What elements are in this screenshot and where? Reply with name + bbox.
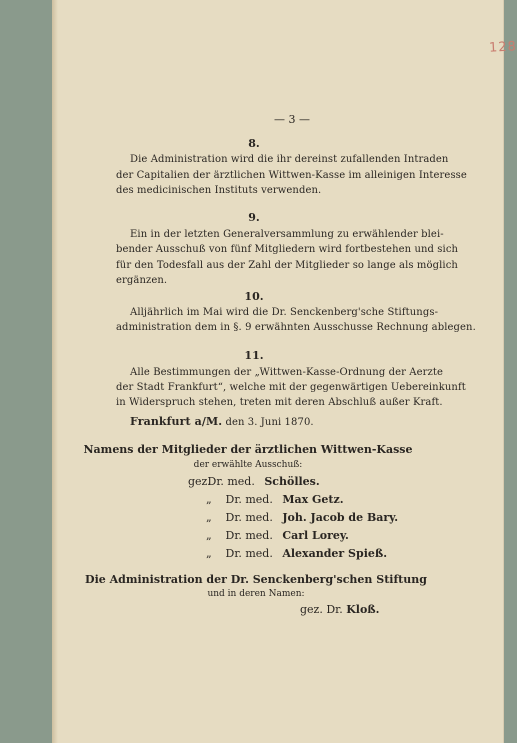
section-line: administration dem in §. 9 erwähnten Ausschusse Rechnung ablegen. [116, 322, 476, 333]
signature-title: Dr. med. [225, 511, 273, 524]
document-page [52, 0, 517, 743]
section-line: bender Ausschuß von fünf Mitgliedern wird fortbestehen und sich [116, 244, 459, 255]
date-place: Frankfurt a/M. [130, 415, 223, 428]
signature-name: Kloß. [346, 603, 380, 616]
signature-prefix: „ [206, 547, 212, 560]
committee-heading: Namens der Mitglieder der ärztlichen Wittwen-Kasse [83, 443, 413, 456]
administration-signature [300, 603, 379, 616]
section-line: ergänzen. [116, 275, 168, 286]
signature-name: Max Getz. [282, 493, 344, 506]
pencil-archive-number: 128 [488, 39, 517, 56]
signature-title: Dr. [326, 603, 343, 616]
section-line: der Capitalien der ärztlichen Wittwen-Kasse im alleinigen Interesse [116, 170, 467, 181]
signature-line [188, 475, 320, 488]
signature-line [206, 529, 349, 542]
section-line: des medicinischen Instituts verwenden. [116, 185, 322, 196]
section-number: 9. [248, 211, 260, 224]
signature-title: Dr. med. [207, 475, 255, 488]
signature-name: Schölles. [264, 475, 320, 488]
signature-name: Joh. Jacob de Bary. [282, 511, 399, 524]
date-line [130, 415, 314, 428]
signature-prefix: „ [206, 529, 212, 542]
signature-prefix: gez. [188, 475, 211, 488]
signature-title: Dr. med. [225, 529, 273, 542]
section-line: der Stadt Frankfurt“, welche mit der gegenwärtigen Uebereinkunft [116, 382, 466, 393]
signature-line [206, 547, 387, 560]
committee-subheading: der erwählte Ausschuß: [193, 460, 303, 470]
section-line: Die Administration wird die ihr dereinst zufallenden Intraden [130, 154, 449, 165]
page-edge-shadow [52, 0, 58, 743]
signature-name: Carl Lorey. [282, 529, 349, 542]
signature-line [206, 511, 398, 524]
signature-prefix: gez. [300, 603, 323, 616]
section-line: Ein in der letzten Generalversammlung zu erwählender blei- [130, 229, 444, 240]
signature-name: Alexander Spieß. [282, 547, 388, 560]
administration-heading: Die Administration der Dr. Senckenberg'schen Stiftung [85, 573, 427, 586]
signature-prefix: „ [206, 493, 212, 506]
signature-line [206, 493, 344, 506]
section-line: für den Todesfall aus der Zahl der Mitglieder so lange als möglich [116, 260, 458, 271]
signature-title: Dr. med. [225, 493, 273, 506]
section-number: 11. [244, 349, 264, 362]
section-line: in Widerspruch stehen, treten mit deren Abschluß außer Kraft. [116, 397, 443, 408]
signature-prefix: „ [206, 511, 212, 524]
section-number: 10. [244, 290, 264, 303]
administration-subheading: und in deren Namen: [207, 589, 305, 599]
signature-title: Dr. med. [225, 547, 273, 560]
section-number: 8. [248, 137, 260, 150]
section-line: Alle Bestimmungen der „Wittwen-Kasse-Ordnung der Aerzte [130, 367, 444, 378]
page-number: — 3 — [274, 113, 310, 126]
section-line: Alljährlich im Mai wird die Dr. Senckenberg'sche Stiftungs- [130, 307, 439, 318]
date-text: den 3. Juni 1870. [225, 417, 314, 428]
